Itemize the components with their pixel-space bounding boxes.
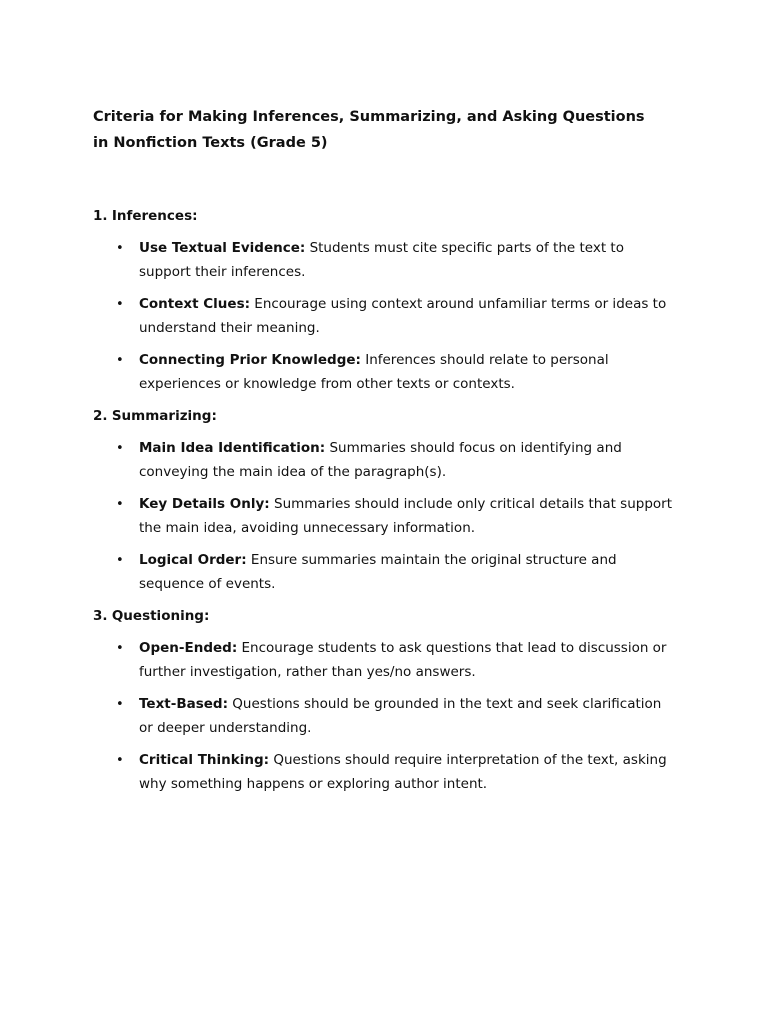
bullet-icon: • bbox=[116, 241, 124, 256]
section-number: 2. bbox=[93, 408, 108, 424]
bullet-term: Main Idea Identification: bbox=[139, 440, 326, 456]
bullet-list bbox=[93, 637, 678, 796]
list-item bbox=[93, 749, 678, 796]
bullet-icon: • bbox=[116, 297, 124, 312]
bullet-term: Logical Order: bbox=[139, 552, 247, 568]
bullet-list bbox=[93, 237, 678, 396]
bullet-term: Connecting Prior Knowledge: bbox=[139, 352, 361, 368]
bullet-text: Students must cite specific parts of the text to support their inferences. bbox=[139, 240, 624, 280]
list-item bbox=[93, 293, 678, 340]
bullet-icon: • bbox=[116, 553, 124, 568]
bullet-term: Use Textual Evidence: bbox=[139, 240, 306, 256]
bullet-text: Questions should require interpretation of the text, asking why something happens or exploring author intent. bbox=[139, 752, 667, 792]
section-label: Summarizing: bbox=[111, 408, 217, 424]
list-item bbox=[93, 237, 678, 284]
bullet-text: Ensure summaries maintain the original structure and sequence of events. bbox=[139, 552, 617, 592]
document-title: Criteria for Making Inferences, Summarizing, and Asking Questions in Nonfiction Texts (Grade 5) bbox=[93, 109, 645, 151]
section-heading bbox=[93, 405, 678, 427]
section-number: 1. bbox=[93, 208, 108, 224]
bullet-term: Context Clues: bbox=[139, 296, 250, 312]
section-summarizing bbox=[93, 405, 678, 596]
bullet-icon: • bbox=[116, 441, 124, 456]
bullet-icon: • bbox=[116, 353, 124, 368]
bullet-text: Summaries should include only critical details that support the main idea, avoiding unnecessary information. bbox=[139, 496, 673, 536]
bullet-text: Questions should be grounded in the text and seek clarification or deeper understanding. bbox=[139, 696, 662, 736]
bullet-icon: • bbox=[116, 641, 124, 656]
bullet-term: Critical Thinking: bbox=[139, 752, 270, 768]
bullet-icon: • bbox=[116, 697, 124, 712]
bullet-icon: • bbox=[116, 497, 124, 512]
bullet-text: Encourage students to ask questions that lead to discussion or further investigation, rather than yes/no answers. bbox=[139, 640, 667, 680]
bullet-term: Key Details Only: bbox=[139, 496, 270, 512]
bullet-text: Encourage using context around unfamiliar terms or ideas to understand their meaning. bbox=[139, 296, 667, 336]
section-heading bbox=[93, 205, 678, 227]
list-item bbox=[93, 637, 678, 684]
section-questioning bbox=[93, 605, 678, 796]
bullet-list bbox=[93, 437, 678, 596]
bullet-icon: • bbox=[116, 753, 124, 768]
bullet-text: Summaries should focus on identifying and conveying the main idea of the paragraph(s). bbox=[139, 440, 622, 480]
bullet-text: Inferences should relate to personal experiences or knowledge from other texts or contexts. bbox=[139, 352, 609, 392]
section-inferences bbox=[93, 205, 678, 396]
list-item bbox=[93, 693, 678, 740]
list-item bbox=[93, 349, 678, 396]
bullet-term: Open-Ended: bbox=[139, 640, 238, 656]
section-number: 3. bbox=[93, 608, 108, 624]
section-heading bbox=[93, 605, 678, 627]
section-label: Questioning: bbox=[111, 608, 210, 624]
list-item bbox=[93, 549, 678, 596]
section-label: Inferences: bbox=[111, 208, 198, 224]
list-item bbox=[93, 493, 678, 540]
bullet-term: Text-Based: bbox=[139, 696, 228, 712]
list-item bbox=[93, 437, 678, 484]
